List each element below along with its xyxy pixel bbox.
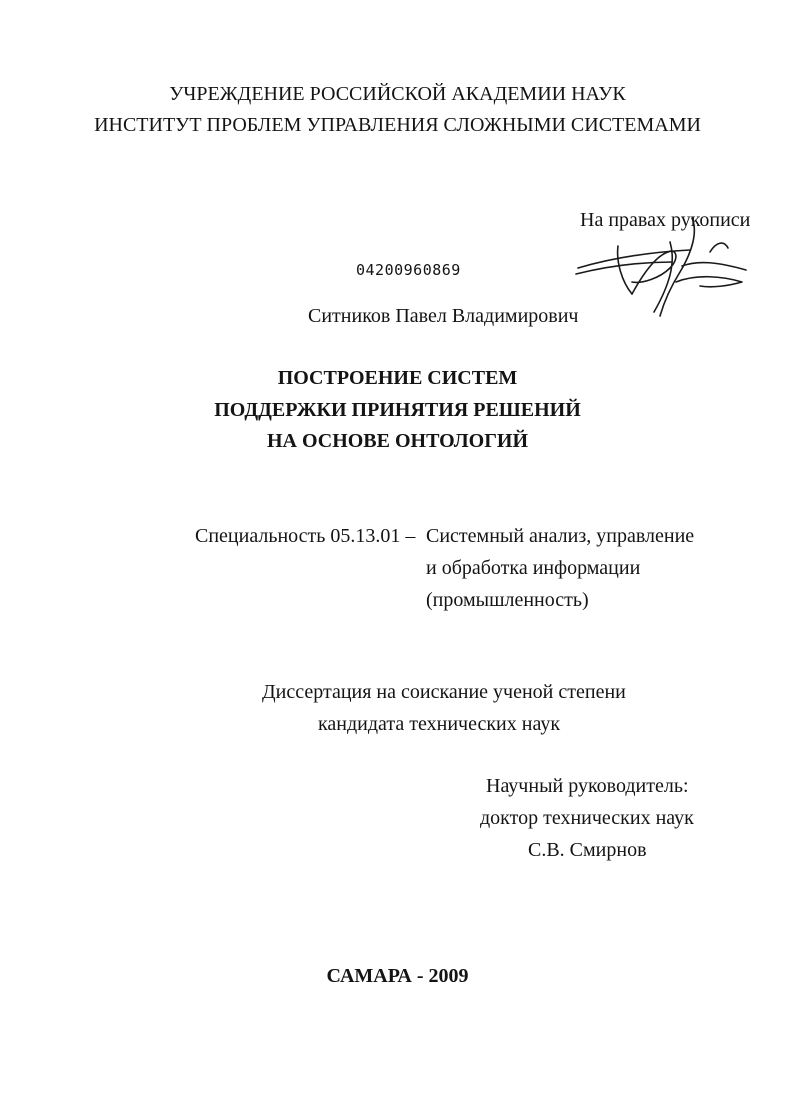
institution-line-1: УЧРЕЖДЕНИЕ РОССИЙСКОЙ АКАДЕМИИ НАУК: [169, 83, 626, 105]
city-year: САМАРА - 2009: [326, 965, 469, 987]
author-signature: [572, 212, 752, 324]
registration-number: 04200960869: [356, 261, 461, 279]
specialty-line-1: Системный анализ, управление: [426, 525, 695, 547]
title-line-3: НА ОСНОВЕ ОНТОЛОГИЙ: [266, 430, 529, 452]
supervisor-name: С.В. Смирнов: [528, 839, 647, 861]
degree-line-2: кандидата технических наук: [318, 713, 561, 735]
supervisor-rank: доктор технических наук: [480, 807, 694, 829]
specialty-line-2: и обработка информации: [426, 557, 641, 579]
specialty-line-3: (промышленность): [426, 589, 589, 611]
degree-line-1: Диссертация на соискание ученой степени: [262, 681, 626, 703]
title-line-2: ПОДДЕРЖКИ ПРИНЯТИЯ РЕШЕНИЙ: [214, 399, 581, 421]
specialty-label: Специальность 05.13.01 –: [195, 525, 416, 547]
manuscript-note: На правах рукописи: [580, 209, 751, 231]
author-name: Ситников Павел Владимирович: [308, 305, 579, 327]
title-line-1: ПОСТРОЕНИЕ СИСТЕМ: [277, 367, 518, 389]
institution-line-2: ИНСТИТУТ ПРОБЛЕМ УПРАВЛЕНИЯ СЛОЖНЫМИ СИСТЕМАМИ: [94, 114, 701, 136]
supervisor-label: Научный руководитель:: [486, 775, 689, 797]
